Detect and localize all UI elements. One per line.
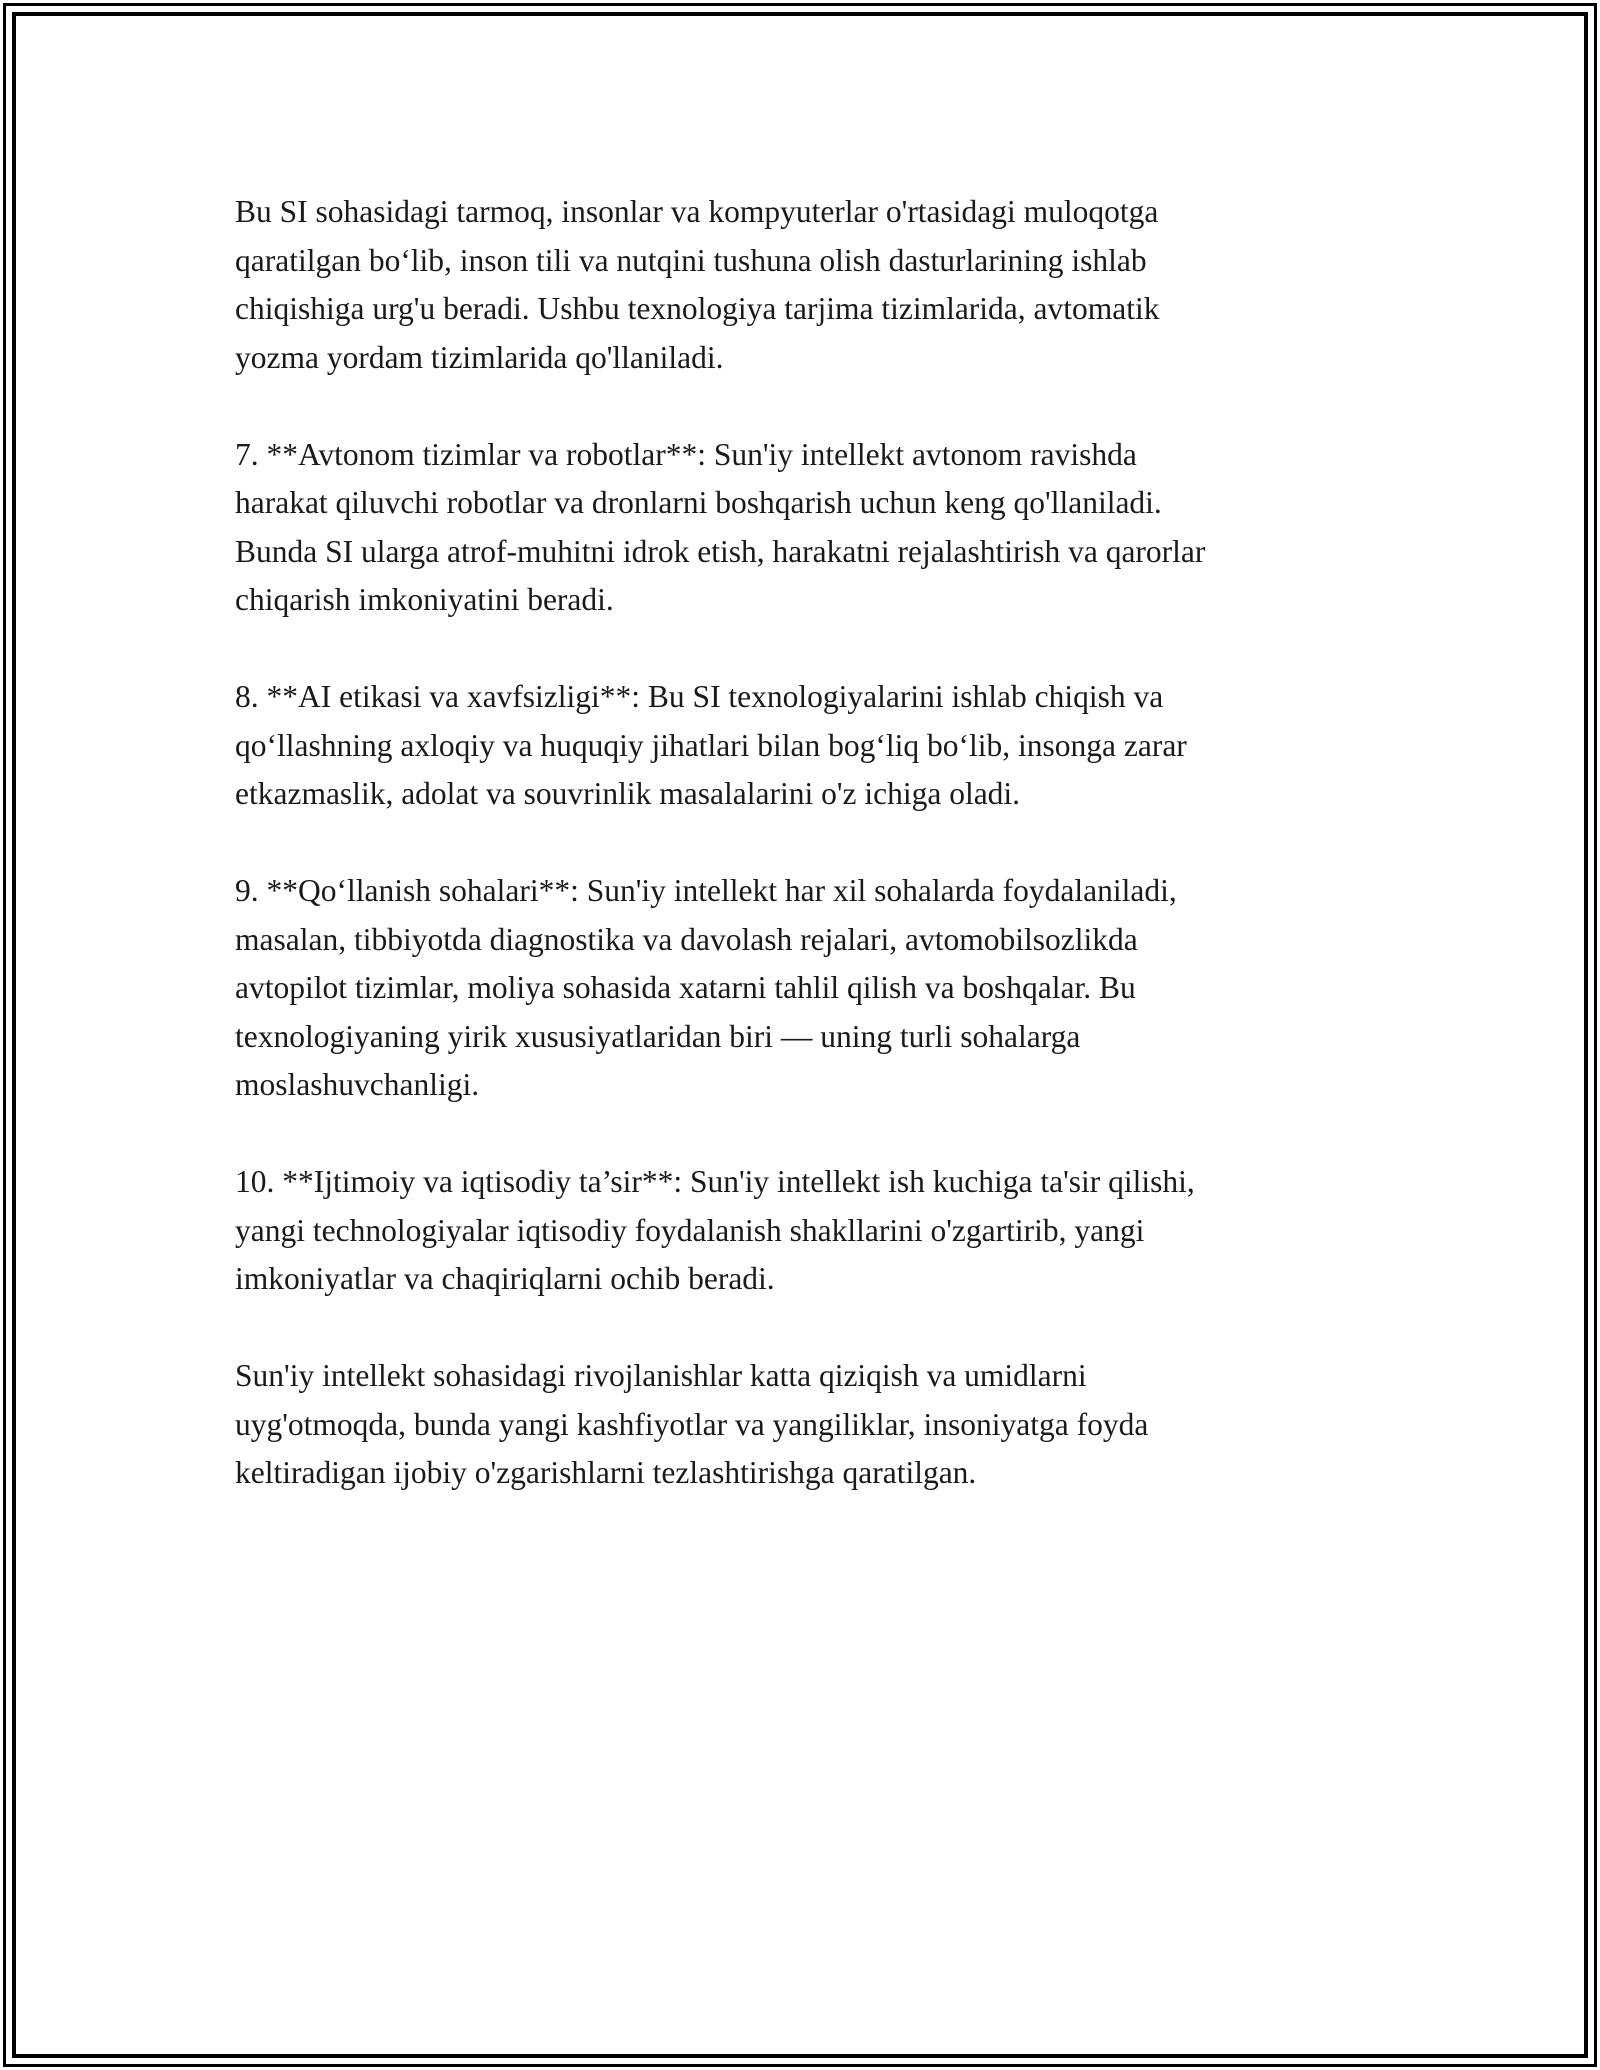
- paragraph-nlp-intro: Bu SI sohasidagi tarmoq, insonlar va kompyuterlar o'rtasidagi muloqotga qaratilgan bo‘lib, inson tili va nutqini tushuna olish dasturlarining ishlab chiqishiga urg'u beradi. Ushbu texnologiya tarjima tizimlarida, avtomatik yozma yordam tizimlarida qo'llaniladi.: [235, 194, 1160, 375]
- paragraph-social-economic-impact: 10. **Ijtimoiy va iqtisodiy ta’sir**: Sun'iy intellekt ish kuchiga ta'sir qilishi, yangi technologiyalar iqtisodiy foydalanish shakllarini o'zgartirib, yangi imkoniyatlar va chaqiriqlarni ochib beradi.: [235, 1164, 1195, 1296]
- paragraph-autonomous-systems: 7. **Avtonom tizimlar va robotlar**: Sun'iy intellekt avtonom ravishda harakat qiluvchi robotlar va dronlarni boshqarish uchun keng qo'llaniladi. Bunda SI ularga atrof-muhitni idrok etish, harakatni rejalashtirish va qarorlar chiqarish imkoniyatini beradi.: [235, 436, 1206, 617]
- paragraph-application-areas: 9. **Qo‘llanish sohalari**: Sun'iy intellekt har xil sohalarda foydalaniladi, masalan, tibbiyotda diagnostika va davolash rejalari, avtomobilsozlikda avtopilot tizimlar, moliya sohasida xatarni tahlil qilish va boshqalar. Bu texnologiyaning yirik xususiyatlaridan biri — uning turli sohalarga moslashuvchanligi.: [235, 873, 1177, 1102]
- paragraph-conclusion: Sun'iy intellekt sohasidagi rivojlanishlar katta qiziqish va umidlarni uyg'otmoqda, bunda yangi kashfiyotlar va yangiliklar, insoniyatga foyda keltiradigan ijobiy o'zgarishlarni tezlashtirishga qaratilgan.: [235, 1358, 1149, 1490]
- paragraph-ai-ethics: 8. **AI etikasi va xavfsizligi**: Bu SI texnologiyalarini ishlab chiqish va qo‘llashning axloqiy va huquqiy jihatlari bilan bog‘liq bo‘lib, insonga zarar etkazmaslik, adolat va souvrinlik masalalarini o'z ichiga oladi.: [235, 679, 1187, 811]
- document-body: [235, 188, 1375, 1546]
